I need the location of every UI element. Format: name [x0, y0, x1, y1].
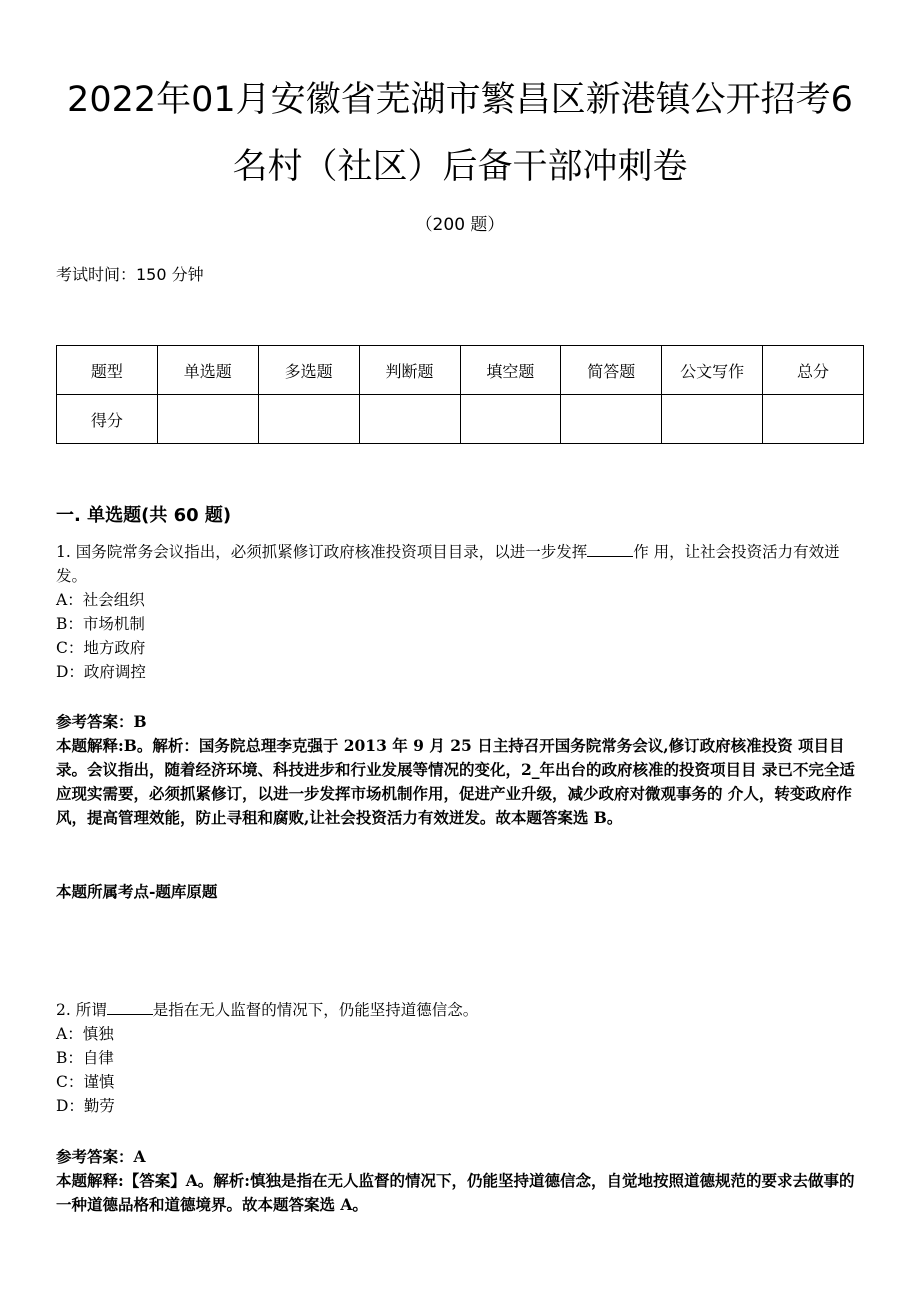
score-cell [763, 395, 864, 444]
question-2-option-c: C：谨慎 [56, 1073, 115, 1091]
question-1-stem-before: 1. 国务院常务会议指出，必须抓紧修订政府核准投资项目目录，以进一步发挥 [56, 543, 588, 561]
score-header-short-answer: 简答题 [561, 346, 662, 395]
score-cell [359, 395, 460, 444]
question-1-knowledge-point: 本题所属考点-题库原题 [56, 882, 218, 901]
score-cell [460, 395, 561, 444]
score-cell [157, 395, 258, 444]
score-header-single-choice: 单选题 [157, 346, 258, 395]
question-1-option-a: A：社会组织 [56, 591, 145, 609]
score-cell [662, 395, 763, 444]
question-2-answer-block [56, 1145, 856, 1217]
question-2-stem-after: 是指在无人监督的情况下，仍能坚持道德信念。 [152, 1001, 479, 1019]
question-2-option-a: A：慎独 [56, 1025, 114, 1043]
question-1-option-d: D：政府调控 [56, 663, 146, 681]
question-1-answer: 参考答案：B [56, 712, 147, 731]
score-row-label: 得分 [57, 395, 158, 444]
score-header-fill-blank: 填空题 [460, 346, 561, 395]
score-table [56, 345, 864, 444]
document-title-line-1: 2022年01月安徽省芜湖市繁昌区新港镇公开招考6 [67, 80, 853, 120]
answer-blank [587, 542, 633, 557]
question-1-explanation: 本题解释:B。解析：国务院总理李克强于 2013 年 9 月 25 日主持召开国务院常务会议,修订政府核准投资 项目目录。会议指出，随着经济环境、科技进步和行业发展等情况的变化，2_年出台的政府核准的投资项目目 录已不完全适应现实需要，必须抓紧修订，以进一步发挥市场机制作用，促进产业升级，减少政府对微观事务的 介人，转变政府作风，提高管理效能，防止寻租和腐败,让社会投资活力有效迸发。故本题答案选 B。 [56, 736, 855, 827]
question-2-option-b: B：自律 [56, 1049, 114, 1067]
question-1-stem [56, 540, 856, 588]
score-cell [561, 395, 662, 444]
question-2-answer: 参考答案：A [56, 1147, 146, 1166]
question-2 [56, 998, 856, 1118]
score-header-total: 总分 [763, 346, 864, 395]
score-table-header-row [57, 346, 864, 395]
question-2-option-d: D：勤劳 [56, 1097, 115, 1115]
question-1 [56, 540, 856, 684]
question-2-stem [56, 998, 856, 1022]
question-1-option-b: B：市场机制 [56, 615, 145, 633]
section-title: 一. 单选题(共 60 题) [56, 505, 232, 526]
score-header-multiple-choice: 多选题 [258, 346, 359, 395]
score-header-official-writing: 公文写作 [662, 346, 763, 395]
answer-blank [107, 1000, 153, 1015]
question-1-answer-block [56, 710, 856, 830]
score-table-score-row [57, 395, 864, 444]
question-1-option-c: C：地方政府 [56, 639, 146, 657]
exam-time: 考试时间：150 分钟 [56, 265, 204, 284]
document-title-line-2: 名村（社区）后备干部冲刺卷 [232, 147, 688, 187]
score-cell [258, 395, 359, 444]
question-1-stem-after: 作 用，让社会投资活力有效迸发。 [56, 543, 840, 585]
question-count: （200 题） [415, 215, 505, 235]
score-header-type: 题型 [57, 346, 158, 395]
question-2-stem-before: 2. 所谓 [56, 1001, 107, 1019]
score-header-true-false: 判断题 [359, 346, 460, 395]
question-2-explanation: 本题解释:【答案】A。解析:慎独是指在无人监督的情况下，仍能坚持道德信念，自觉地按照道德规范的要求去做事的一种道德品格和道德境界。故本题答案选 A。 [56, 1171, 855, 1214]
